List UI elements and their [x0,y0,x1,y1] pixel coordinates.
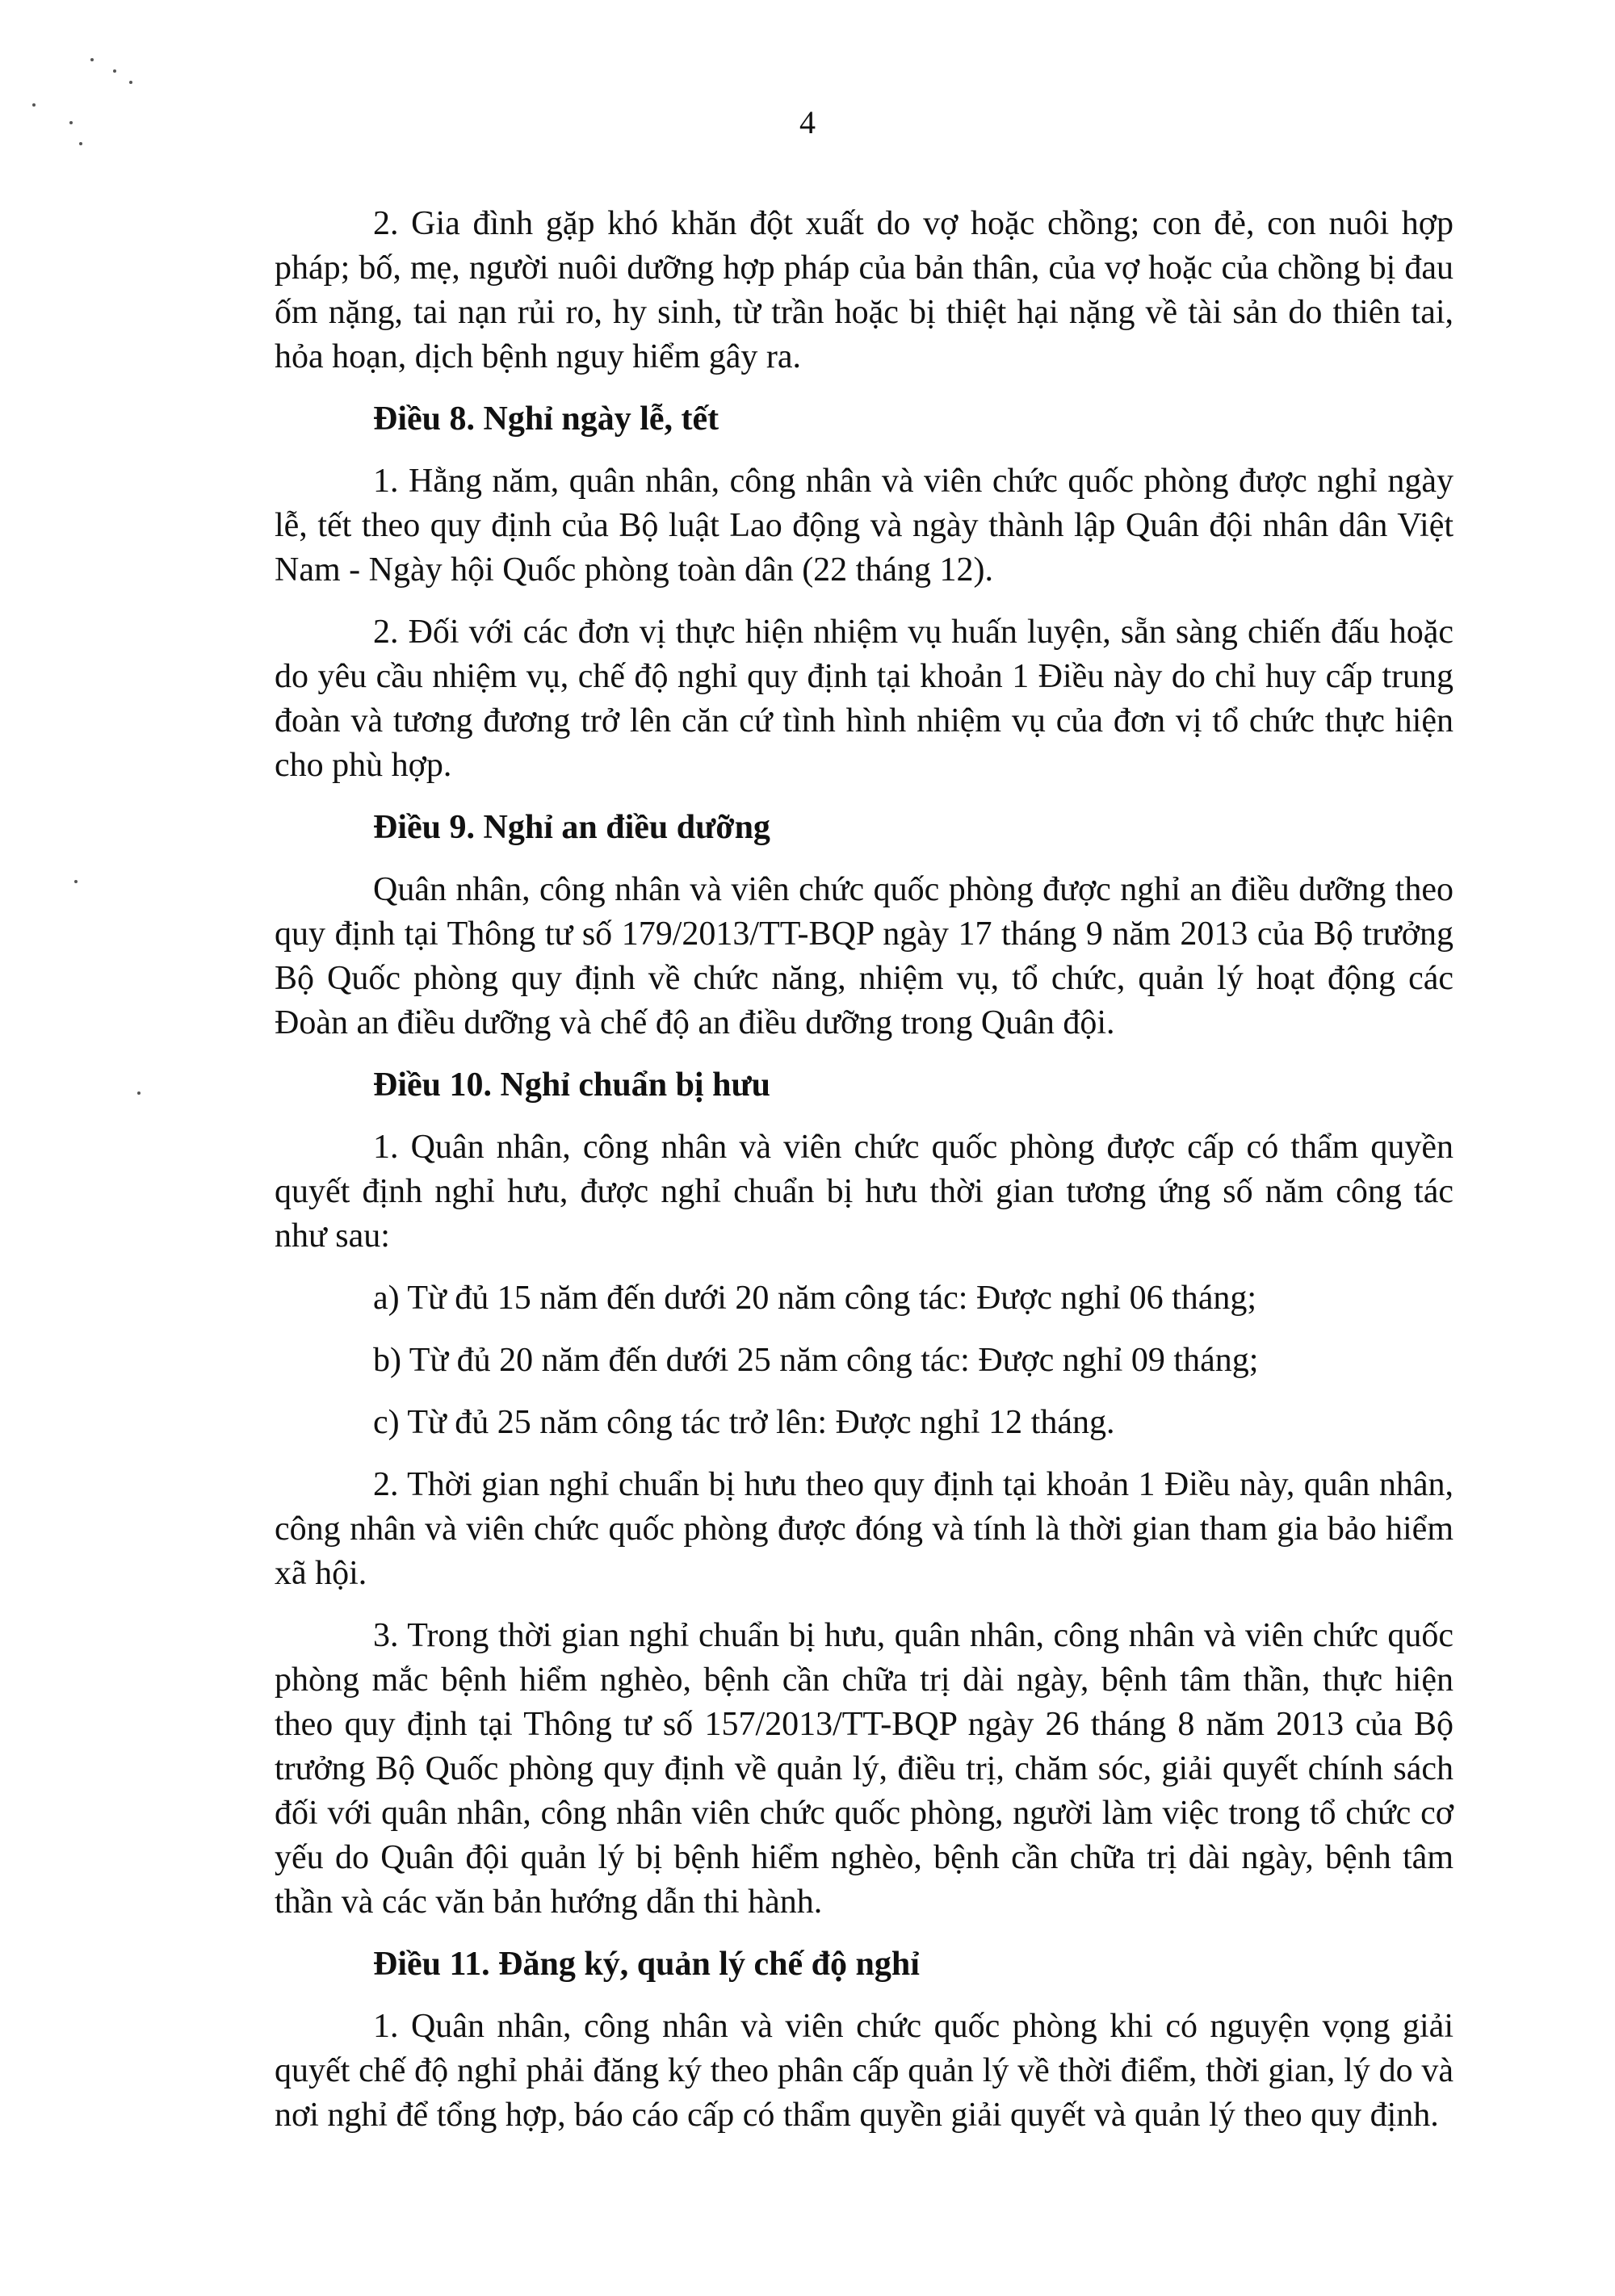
list-item-b: b) Từ đủ 20 năm đến dưới 25 năm công tác: Được nghỉ 09 tháng; [373,1342,1259,1379]
paragraph-article-10-clause-2: 2. Thời gian nghỉ chuẩn bị hưu theo quy định tại khoản 1 Điều này, quân nhân, công nhân và viên chức quốc phòng được đóng và tính là thời gian tham gia bảo hiểm xã hội. [275,1466,1454,1592]
paragraph-article-9: Quân nhân, công nhân và viên chức quốc phòng được nghỉ an điều dưỡng theo quy định tại Thông tư số 179/2013/TT-BQP ngày 17 tháng 9 năm 2013 của Bộ trưởng Bộ Quốc phòng quy định về chức năng, nhiệm vụ, tổ chức, quản lý hoạt động các Đoàn an điều dưỡng và chế độ an điều dưỡng trong Quân đội. [275,871,1454,1041]
heading-article-8: Điều 8. Nghỉ ngày lễ, tết [373,400,719,438]
heading-article-9: Điều 9. Nghỉ an điều dưỡng [373,809,770,846]
list-item-a: a) Từ đủ 15 năm đến dưới 20 năm công tác: Được nghỉ 06 tháng; [373,1280,1257,1317]
list-item-c: c) Từ đủ 25 năm công tác trở lên: Được nghỉ 12 tháng. [373,1404,1115,1441]
paragraph-article-11-clause-1: 1. Quân nhân, công nhân và viên chức quốc phòng khi có nguyện vọng giải quyết chế độ nghỉ phải đăng ký theo phân cấp quản lý về thời điểm, thời gian, lý do và nơi nghỉ để tổng hợp, báo cáo cấp có thẩm quyền giải quyết và quản lý theo quy định. [275,2008,1454,2134]
heading-article-10: Điều 10. Nghỉ chuẩn bị hưu [373,1066,771,1104]
paragraph-article-10-clause-1: 1. Quân nhân, công nhân và viên chức quốc phòng được cấp có thẩm quyền quyết định nghỉ hưu, được nghỉ chuẩn bị hưu thời gian tương ứng số năm công tác như sau: [275,1129,1454,1255]
paragraph-clause-2-family-hardship: 2. Gia đình gặp khó khăn đột xuất do vợ hoặc chồng; con đẻ, con nuôi hợp pháp; bố, mẹ, người nuôi dưỡng hợp pháp của bản thân, của vợ hoặc của chồng bị đau ốm nặng, tai nạn rủi ro, hy sinh, từ trần hoặc bị thiệt hại nặng về tài sản do thiên tai, hỏa hoạn, dịch bệnh nguy hiểm gây ra. [275,205,1454,375]
paragraph-article-8-clause-2: 2. Đối với các đơn vị thực hiện nhiệm vụ huấn luyện, sẵn sàng chiến đấu hoặc do yêu cầu nhiệm vụ, chế độ nghỉ quy định tại khoản 1 Điều này do chỉ huy cấp trung đoàn và tương đương trở lên căn cứ tình hình nhiệm vụ của đơn vị tổ chức thực hiện cho phù hợp. [275,614,1454,784]
heading-article-11: Điều 11. Đăng ký, quản lý chế độ nghỉ [373,1946,920,1983]
paragraph-article-10-clause-3: 3. Trong thời gian nghỉ chuẩn bị hưu, quân nhân, công nhân và viên chức quốc phòng mắc bệnh hiểm nghèo, bệnh cần chữa trị dài ngày, bệnh tâm thần, thực hiện theo quy định tại Thông tư số 157/2013/TT-BQP ngày 26 tháng 8 năm 2013 của Bộ trưởng Bộ Quốc phòng quy định về quản lý, điều trị, chăm sóc, giải quyết chính sách đối với quân nhân, công nhân viên chức quốc phòng, người làm việc trong tổ chức cơ yếu do Quân đội quản lý bị bệnh hiểm nghèo, bệnh cần chữa trị dài ngày, bệnh tâm thần và các văn bản hướng dẫn thi hành. [275,1617,1454,1921]
document-body [275,202,1454,2156]
paragraph-article-8-clause-1: 1. Hằng năm, quân nhân, công nhân và viên chức quốc phòng được nghỉ ngày lễ, tết theo quy định của Bộ luật Lao động và ngày thành lập Quân đội nhân dân Việt Nam - Ngày hội Quốc phòng toàn dân (22 tháng 12). [275,463,1454,589]
page-number: 4 [799,104,816,140]
